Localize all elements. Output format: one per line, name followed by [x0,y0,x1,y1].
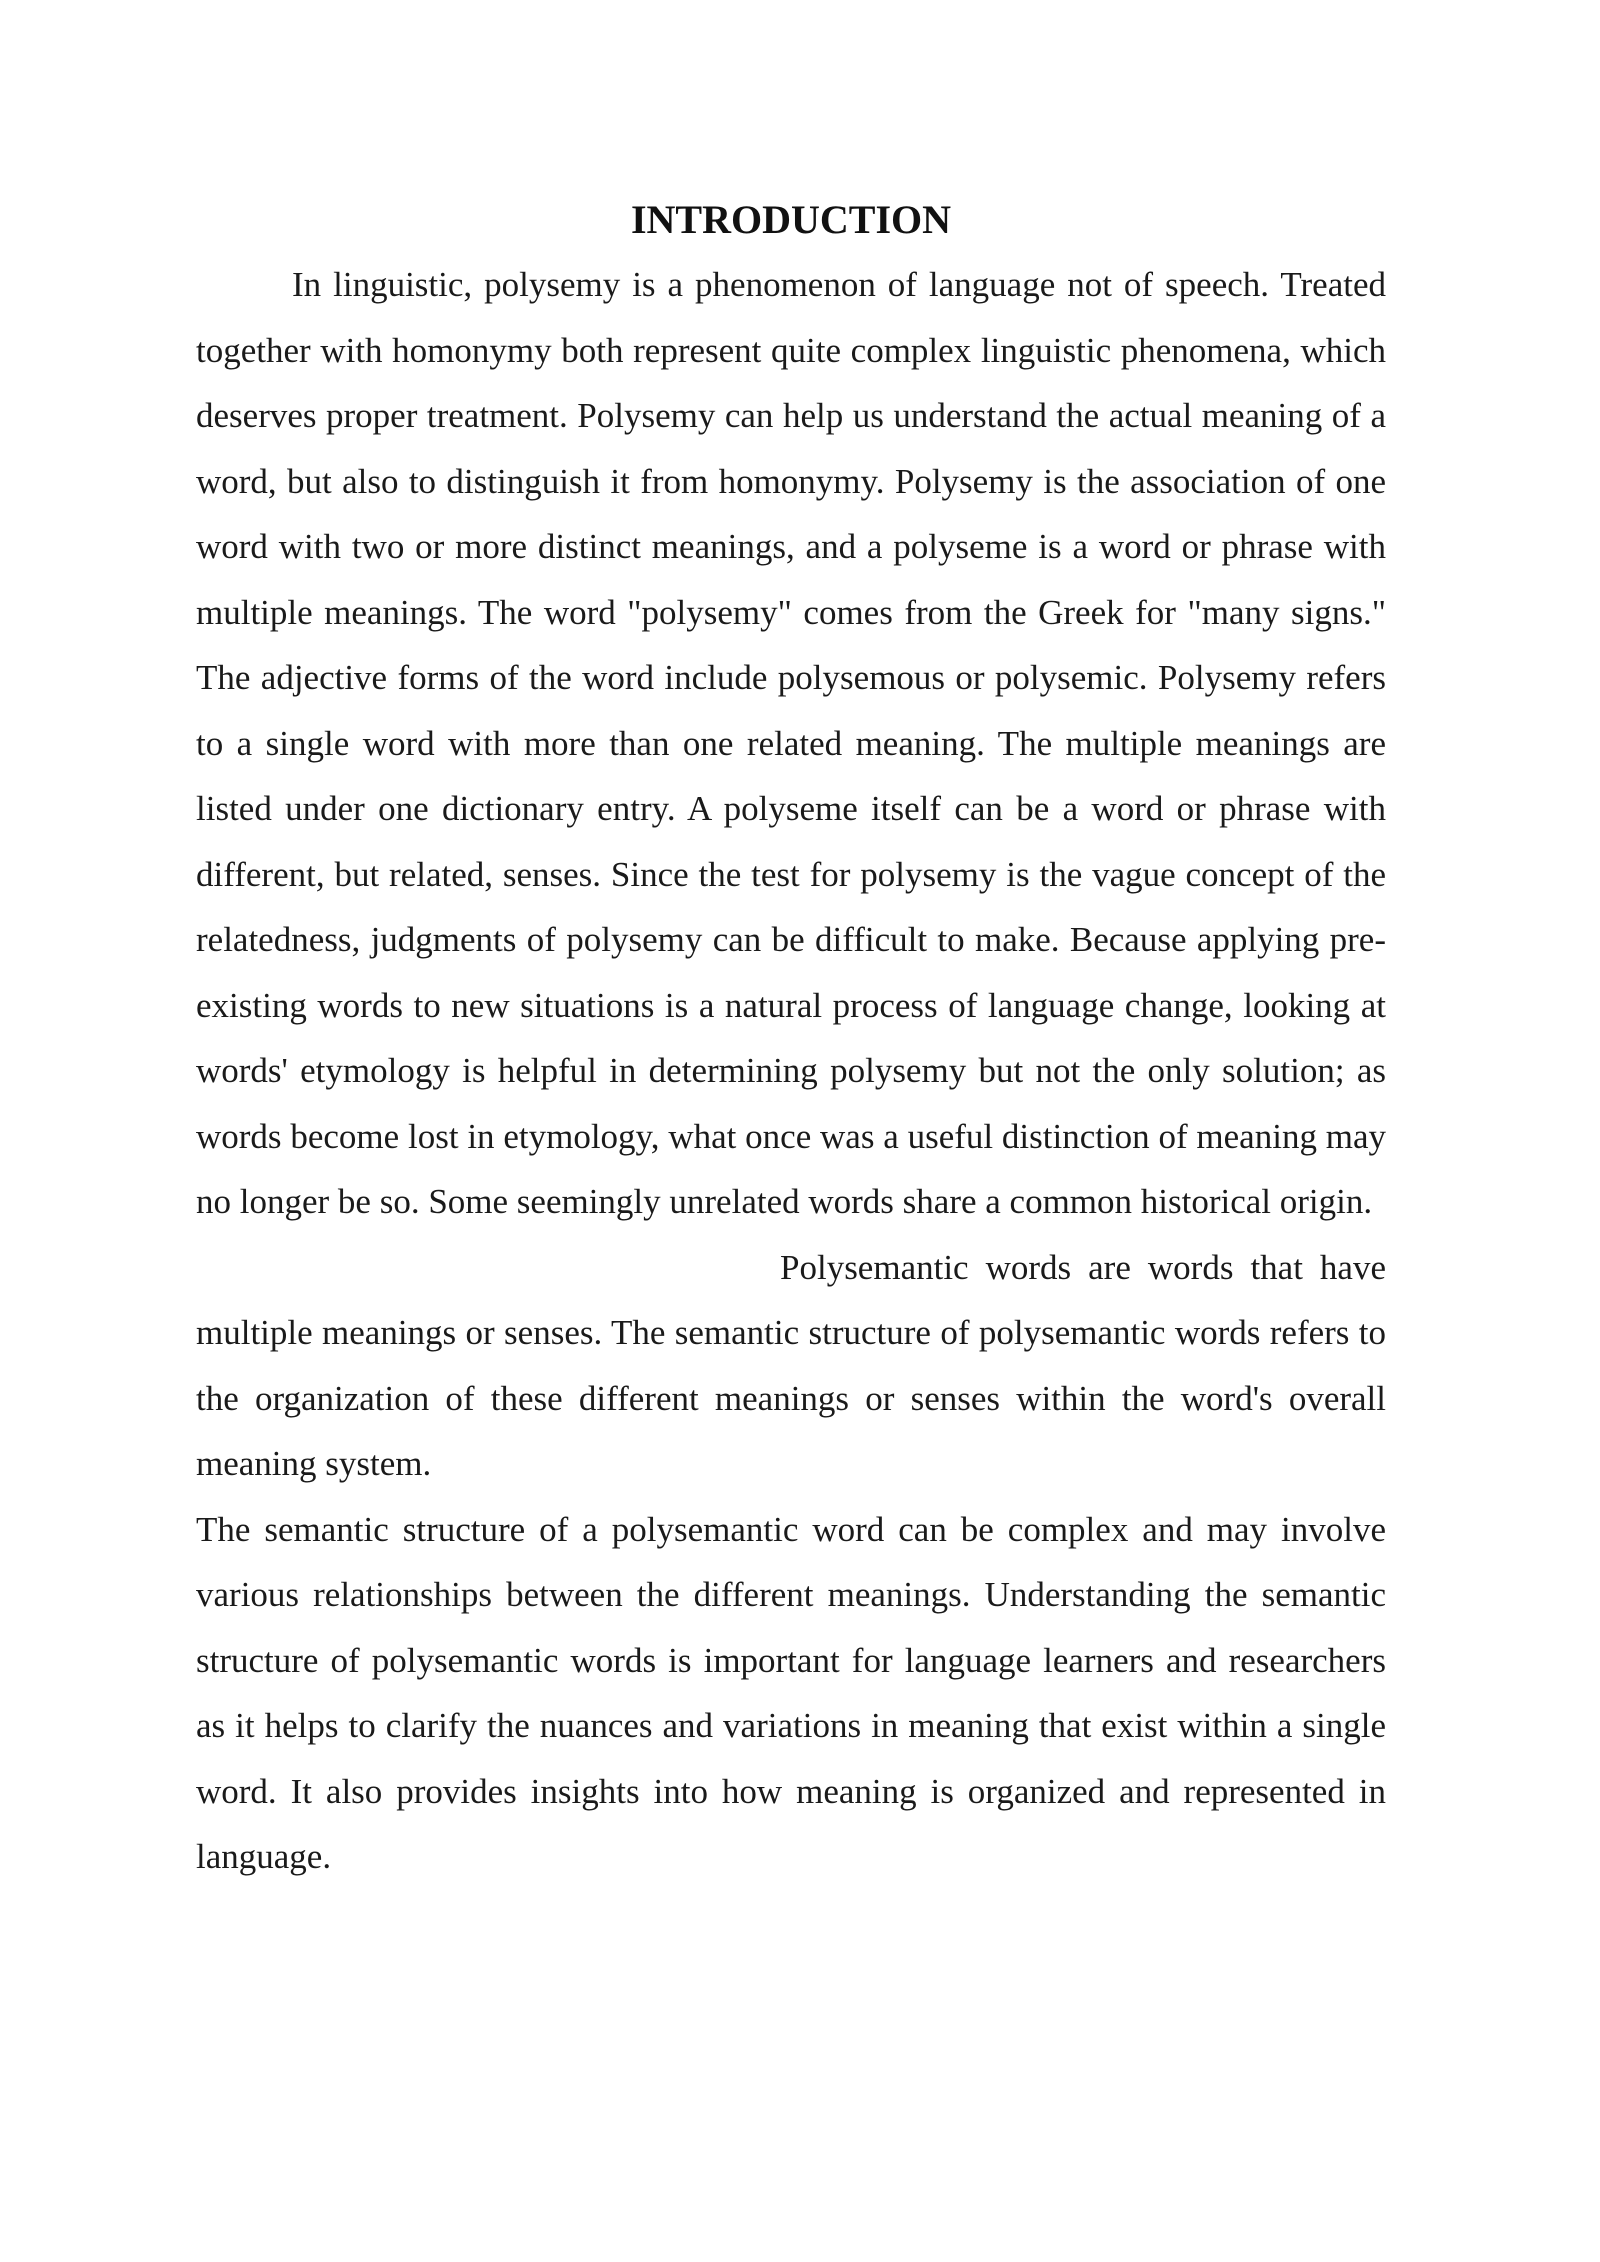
paragraph-polysemantic-words: Polysemantic words are words that have multiple meanings or senses. The semantic structure of polysemantic words refers to the organization of these different meanings or senses within the word's overall meaning system. [196,1247,1386,1483]
document-body [196,190,1386,1890]
document-heading: INTRODUCTION [630,197,952,242]
paragraph-semantic-structure: The semantic structure of a polysemantic word can be complex and may involve various relationships between the different meanings. Understanding the semantic structure of polysemantic words is important for language learners and researchers as it helps to clarify the nuances and variations in meaning that exist within a single word. It also provides insights into how meaning is organized and represented in language. [196,1509,1386,1876]
paragraph-polysemy-introduction: In linguistic, polysemy is a phenomenon of language not of speech. Treated together with homonymy both represent quite complex linguistic phenomena, which deserves proper treatment. Polysemy can help us understand the actual meaning of a word, but also to distinguish it from homonymy. Polysemy is the association of one word with two or more distinct meanings, and a polyseme is a word or phrase with multiple meanings. The word "polysemy" comes from the Greek for "many signs." The adjective forms of the word include polysemous or polysemic. Polysemy refers to a single word with more than one related meaning. The multiple meanings are listed under one dictionary entry. A polyseme itself can be a word or phrase with different, but related, senses. Since the test for polysemy is the vague concept of the relatedness, judgments of polysemy can be difficult to make. Because applying pre-existing words to new situations is a natural process of language change, looking at words' etymology is helpful in determining polysemy but not the only solution; as words become lost in etymology, what once was a useful distinction of meaning may no longer be so. Some seemingly unrelated words share a common historical origin. [196,265,1386,1221]
